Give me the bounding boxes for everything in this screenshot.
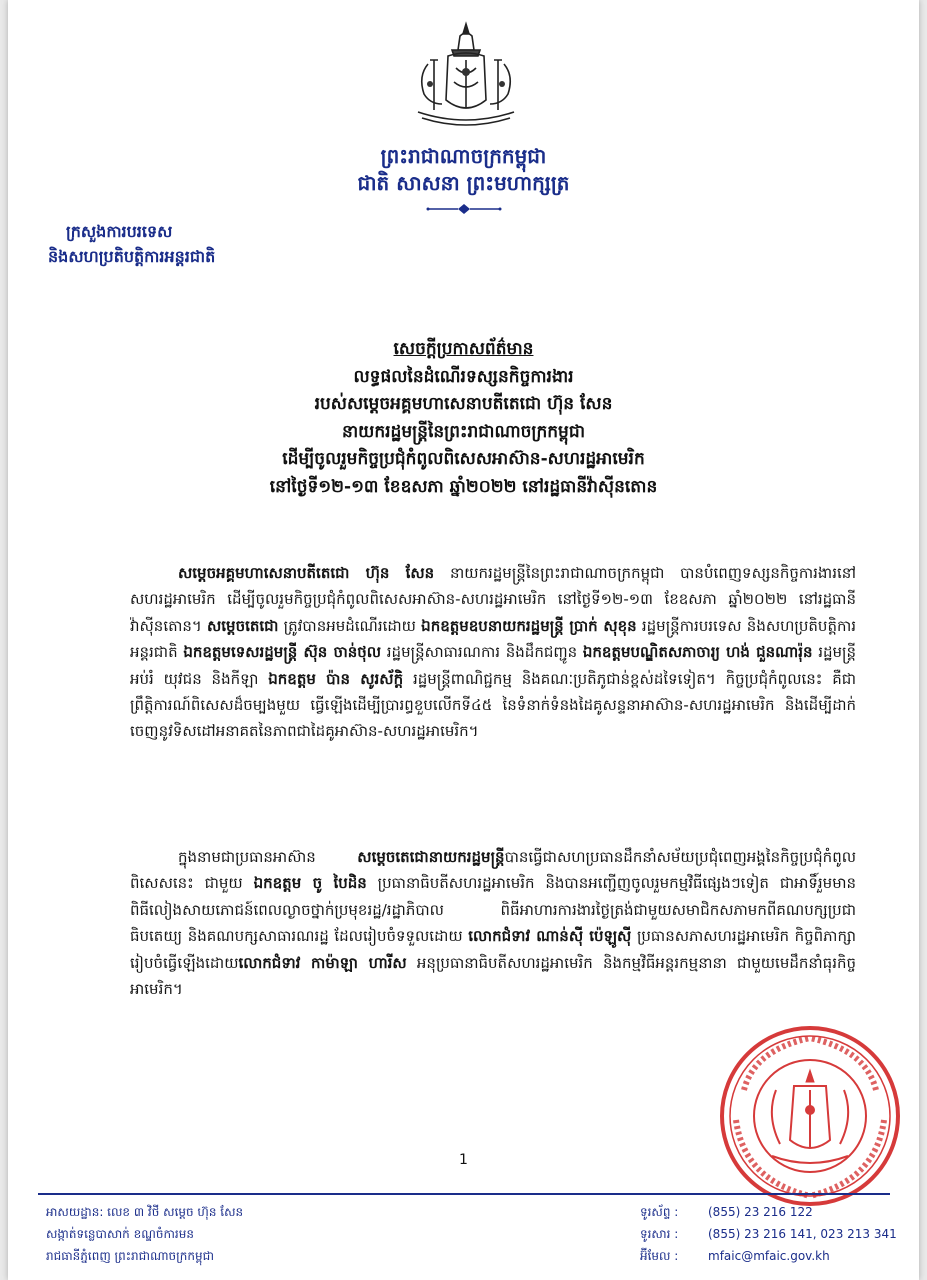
title-line-2: របស់សម្តេចអគ្គមហាសេនាបតីតេជោ ហ៊ុន សែន xyxy=(314,394,613,414)
p1-text-6: រដ្ឋមន្ត្រីពាណិជ្ជកម្ម និងគណៈប្រតិភូជាន់ខ្ពស់ដទៃទៀត។ កិច្ចប្រជុំកំពូលនេះ គឺជាព្រឹត្តិការណ៍ពិសេសដ៏ចម្បងមួយ ធ្វើឡើងដើម្បីប្រារព្ធខួបលើកទី៤៥ នៃទំនាក់ទំនងដៃគូសន្ទនាអាស៊ាន-សហរដ្ឋអាមេរិក និងដើម្បីដាក់ចេញនូវទិសដៅអនាគតនៃភាពជាដៃគូអាស៊ាន-សហរដ្ឋអាមេរិក។ xyxy=(130,669,857,741)
p1-text-3: រដ្ឋមន្ត្រីការបរទេស និងសហប្រតិបត្តិការអន្តរជាតិ xyxy=(130,616,857,662)
address-line-2: សង្កាត់ទន្លេបាសាក់ ខណ្ឌចំការមន xyxy=(46,1227,194,1241)
ministry-name-line2: និងសហប្រតិបត្តិការអន្តរជាតិ xyxy=(48,247,216,266)
p2-bold-1: សម្តេចតេជោនាយករដ្ឋមន្ត្រី xyxy=(357,848,505,866)
p1-bold-6: ឯកឧត្តម ប៉ាន សូរស័ក្តិ xyxy=(268,669,404,688)
title-line-1: លទ្ធផលនៃដំណើរទស្សនកិច្ចការងារ xyxy=(353,366,574,387)
email-link[interactable]: mfaic@mfaic.gov.kh xyxy=(708,1249,830,1263)
p1-bold-3: ឯកឧត្តមឧបនាយករដ្ឋមន្ត្រី ប្រាក់ សុខុន xyxy=(421,616,637,635)
title-line-3: នាយករដ្ឋមន្ត្រីនៃព្រះរាជាណាចក្រកម្ពុជា xyxy=(341,421,586,442)
press-release-title xyxy=(8,336,919,501)
page-number: 1 xyxy=(459,1152,468,1168)
p1-text-2: ត្រូវបានអមដំណើរដោយ xyxy=(278,616,422,635)
p1-bold-1: សម្តេចអគ្គមហាសេនាបតីតេជោ ហ៊ុន សែន xyxy=(178,564,435,582)
p2-text-1: ក្នុងនាមជាប្រធានអាស៊ាន xyxy=(178,848,358,866)
p2-bold-4: លោកជំទាវ កាម៉ាឡា ហារីស xyxy=(238,953,407,972)
footer-address xyxy=(46,1201,243,1267)
fax-label: ទូរសារ : xyxy=(640,1227,679,1241)
p2-text-2: បានធ្វើជាសហប្រធានដឹកនាំសម័យប្រជុំពេញអង្គនៃកិច្ចប្រជុំកំពូលពិសេសនេះ ជាមួយ xyxy=(130,848,856,893)
address-line-1: អាសយដ្ឋាន: លេខ ៣ វិថី សម្តេច ហ៊ុន សែន xyxy=(46,1205,244,1219)
fax-value: (855) 23 216 141, 023 213 341 xyxy=(708,1227,897,1241)
p2-text-5: អនុប្រធានាធិបតីសហរដ្ឋអាមេរិក និងកម្មវិធីអន្តរកម្មនានា ជាមួយមេដឹកនាំធុរកិច្ចអាមេរិក។ xyxy=(130,953,856,999)
document-page xyxy=(8,0,919,1280)
title-heading: សេចក្តីប្រកាសព័ត៌មាន xyxy=(393,339,534,359)
body-paragraph-1 xyxy=(130,560,856,745)
address-line-3: រាជធានីភ្នំពេញ ព្រះរាជាណាចក្រកម្ពុជា xyxy=(46,1249,214,1263)
p1-bold-4: ឯកឧត្តមទេសរដ្ឋមន្ត្រី ស៊ុន ចាន់ថុល xyxy=(183,643,382,662)
p1-text-4: រដ្ឋមន្ត្រីសាធារណការ និងដឹកជញ្ជូន xyxy=(381,643,583,662)
footer-contact xyxy=(640,1201,897,1267)
p1-bold-2: សម្តេចតេជោ xyxy=(207,616,279,635)
p1-bold-5: ឯកឧត្តមបណ្ឌិតសភាចារ្យ ហង់ ជួនណារ៉ុន xyxy=(582,643,813,662)
p2-text-3: ប្រធានាធិបតីសហរដ្ឋអាមេរិក និងបានអញ្ជើញចូលរួមកម្មវិធីផ្សេងៗទៀត ជាអាទិ៍រួមមាន ពិធីលៀងសាយភោជន៍ពេលល្ងាចថ្នាក់ប្រមុខរដ្ឋ/រដ្ឋាភិបាល ពិធីអាហារការងារថ្ងៃត្រង់ជាមួយសមាជិកសភាមកពីគណបក្សប្រជាធិបតេយ្យ និងគណបក្សសាធារណរដ្ឋ ដែលរៀបចំទទួលដោយ xyxy=(130,874,856,946)
email-label: អ៊ីមែល : xyxy=(640,1249,679,1263)
title-line-4: ដើម្បីចូលរួមកិច្ចប្រជុំកំពូលពិសេសអាស៊ាន-សហរដ្ឋអាមេរិក xyxy=(282,449,645,469)
footer-divider xyxy=(38,1193,890,1195)
phone-value: (855) 23 216 122 xyxy=(708,1205,813,1219)
phone-label: ទូរស័ព្ទ : xyxy=(640,1205,679,1219)
phone-row xyxy=(640,1201,897,1223)
official-ministry-seal-stamp xyxy=(714,1020,906,1212)
p2-bold-2: ឯកឧត្តម ចូ បៃដិន xyxy=(253,874,367,893)
body-paragraph-2 xyxy=(130,844,856,1002)
p2-text-4: ប្រធានសភាសហរដ្ឋអាមេរិក កិច្ចពិភាក្សារៀបចំធ្វើឡើងដោយ xyxy=(130,927,856,972)
kingdom-name: ព្រះរាជាណាចក្រកម្ពុជា xyxy=(380,144,547,168)
royal-coat-of-arms-emblem xyxy=(408,20,524,132)
ministry-name-line1: ក្រសួងការបរទេស xyxy=(66,222,173,241)
national-motto: ជាតិ សាសនា ព្រះមហាក្សត្រ xyxy=(357,171,570,195)
ornament-divider-icon xyxy=(424,203,504,215)
title-line-5: នៅថ្ងៃទី១២-១៣ ខែឧសភា ឆ្នាំ២០២២ នៅរដ្ឋធានីវ៉ាស៊ីនតោន xyxy=(269,476,658,497)
fax-row xyxy=(640,1223,897,1245)
p1-text-1: នាយករដ្ឋមន្ត្រីនៃព្រះរាជាណាចក្រកម្ពុជា បានបំពេញទស្សនកិច្ចការងារនៅសហរដ្ឋអាមេរិក ដើម្បីចូលរួមកិច្ចប្រជុំកំពូលពិសេសអាស៊ាន-សហរដ្ឋអាមេរិក នៅថ្ងៃទី១២-១៣ ខែឧសភា ឆ្នាំ២០២២ នៅរដ្ឋធានីវ៉ាស៊ីនតោន។ xyxy=(130,564,857,635)
p2-bold-3: លោកជំទាវ ណាន់ស៊ី ប៉េឡូស៊ី xyxy=(468,927,632,946)
email-row xyxy=(640,1245,897,1267)
p1-text-5: រដ្ឋមន្ត្រីអប់រំ យុវជន និងកីឡា xyxy=(130,643,856,688)
